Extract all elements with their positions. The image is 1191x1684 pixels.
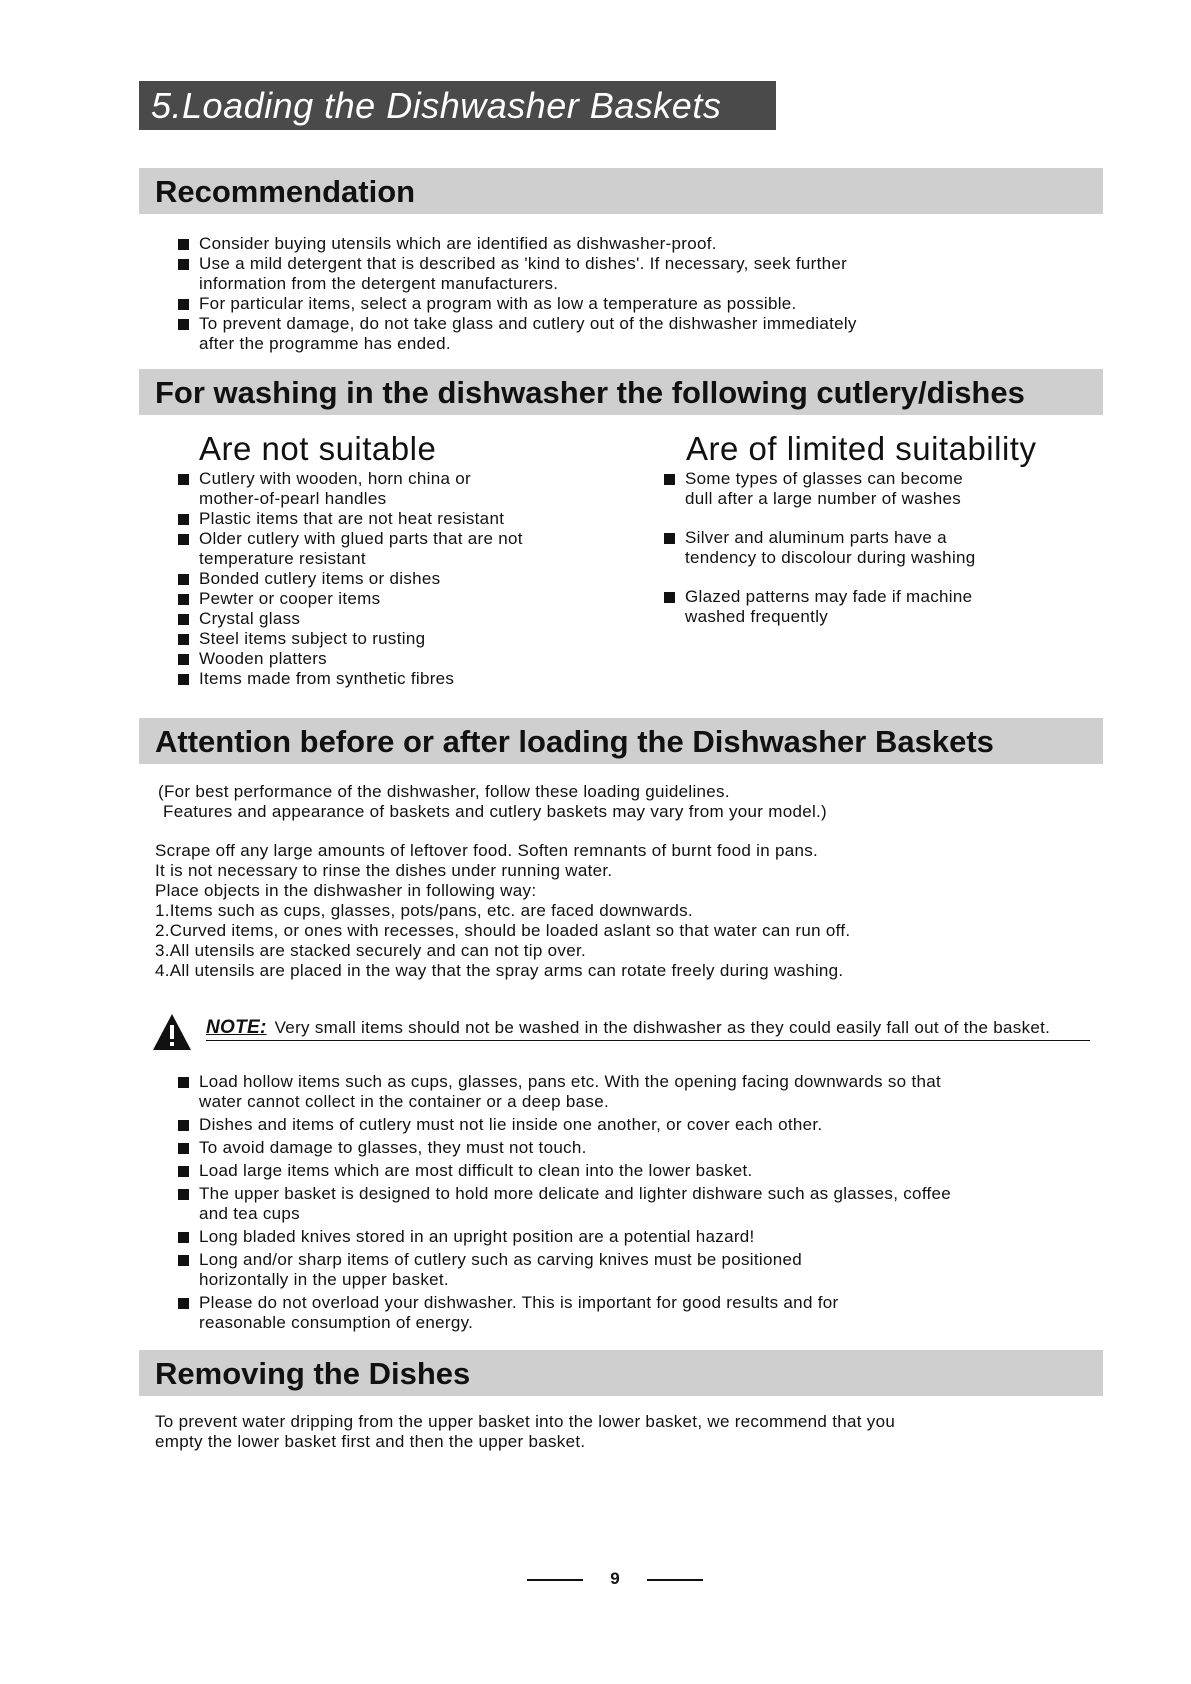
loading-tips-list: [178, 1072, 1098, 1333]
text-line: 2.Curved items, or ones with recesses, should be loaded aslant so that water can run off.: [155, 921, 851, 940]
text-line: 4.All utensils are placed in the way that the spray arms can rotate freely during washing.: [155, 961, 844, 980]
list-item: [178, 1293, 1098, 1333]
list-item: [178, 649, 618, 669]
list-item: [178, 254, 1078, 294]
list-item: [178, 509, 618, 529]
removing-text: [155, 1412, 1075, 1452]
bullet-square-icon: [178, 1298, 189, 1309]
text-line: Features and appearance of baskets and cutlery baskets may vary from your model.): [158, 802, 828, 821]
list-item: [178, 569, 618, 589]
bullet-square-icon: [178, 259, 189, 270]
list-item-line: Load hollow items such as cups, glasses, pans etc. With the opening facing downwards so that: [199, 1072, 941, 1091]
bullet-square-icon: [178, 299, 189, 310]
attention-instructions: [155, 841, 1075, 981]
list-item: [178, 1072, 1098, 1112]
note-text: Very small items should not be washed in the dishwasher as they could easily fall out of the basket.: [274, 1018, 1051, 1037]
list-item-line: Plastic items that are not heat resistant: [199, 509, 505, 528]
page-number: [527, 1568, 703, 1590]
list-item: [178, 469, 618, 509]
list-item: [178, 294, 1078, 314]
page-title: 5.Loading the Dishwasher Baskets: [139, 81, 776, 130]
bullet-square-icon: [178, 1120, 189, 1131]
section-heading-removing: Removing the Dishes: [139, 1350, 1103, 1396]
note-label: NOTE:: [206, 1017, 267, 1038]
list-item: [178, 1115, 1098, 1135]
list-item-line: Wooden platters: [199, 649, 327, 668]
not-suitable-list: [178, 469, 618, 689]
list-item-line: Long bladed knives stored in an upright position are a potential hazard!: [199, 1227, 755, 1246]
list-item: [178, 629, 618, 649]
bullet-square-icon: [178, 1077, 189, 1088]
warning-icon: [152, 1012, 192, 1052]
text-line: 1.Items such as cups, glasses, pots/pans, etc. are faced downwards.: [155, 901, 693, 920]
bullet-square-icon: [178, 1232, 189, 1243]
list-item: [178, 1138, 1098, 1158]
list-item-line: Bonded cutlery items or dishes: [199, 569, 441, 588]
list-item-line: Please do not overload your dishwasher. This is important for good results and for: [199, 1293, 839, 1312]
bullet-square-icon: [178, 594, 189, 605]
list-item-line: Steel items subject to rusting: [199, 629, 426, 648]
list-item-line: Some types of glasses can become: [685, 469, 963, 488]
text-line: Place objects in the dishwasher in following way:: [155, 881, 537, 900]
list-item: [664, 469, 1084, 509]
bullet-square-icon: [178, 614, 189, 625]
list-item-line: tendency to discolour during washing: [685, 548, 976, 567]
bullet-square-icon: [178, 654, 189, 665]
list-item-line: The upper basket is designed to hold more delicate and lighter dishware such as glasses, coffee: [199, 1184, 952, 1203]
list-item-line: Older cutlery with glued parts that are not: [199, 529, 523, 548]
bullet-square-icon: [178, 514, 189, 525]
list-item: [178, 589, 618, 609]
bullet-square-icon: [178, 534, 189, 545]
list-item: [178, 234, 1078, 254]
page-number-rule-left: [527, 1579, 583, 1581]
list-item-line: horizontally in the upper basket.: [199, 1270, 449, 1289]
note-text-line: [206, 1018, 1090, 1041]
bullet-square-icon: [178, 239, 189, 250]
list-item-line: mother-of-pearl handles: [199, 489, 387, 508]
recommendation-list: [178, 234, 1078, 354]
bullet-square-icon: [664, 592, 675, 603]
section-heading-attention: Attention before or after loading the Dishwasher Baskets: [139, 718, 1103, 764]
list-item-line: water cannot collect in the container or a deep base.: [199, 1092, 609, 1111]
section-heading-suitability: For washing in the dishwasher the following cutlery/dishes: [139, 369, 1103, 415]
bullet-square-icon: [178, 1189, 189, 1200]
list-item-line: temperature resistant: [199, 549, 366, 568]
list-item: [178, 1227, 1098, 1247]
list-item-line: Long and/or sharp items of cutlery such as carving knives must be positioned: [199, 1250, 802, 1269]
bullet-square-icon: [178, 674, 189, 685]
list-item: [178, 1250, 1098, 1290]
list-item-line: Dishes and items of cutlery must not lie inside one another, or cover each other.: [199, 1115, 823, 1134]
list-item-line: Pewter or cooper items: [199, 589, 381, 608]
list-item: [178, 314, 1078, 354]
list-item-line: washed frequently: [685, 607, 829, 626]
list-item-line: reasonable consumption of energy.: [199, 1313, 474, 1332]
list-item-line: and tea cups: [199, 1204, 300, 1223]
text-line: (For best performance of the dishwasher, follow these loading guidelines.: [158, 782, 730, 801]
bullet-square-icon: [178, 319, 189, 330]
list-item: [178, 1184, 1098, 1224]
text-line: 3.All utensils are stacked securely and can not tip over.: [155, 941, 586, 960]
bullet-square-icon: [178, 1255, 189, 1266]
text-line: To prevent water dripping from the upper basket into the lower basket, we recommend that you: [155, 1412, 896, 1431]
text-line: empty the lower basket first and then the upper basket.: [155, 1432, 586, 1451]
list-item-line: information from the detergent manufacturers.: [199, 274, 559, 293]
list-item-line: dull after a large number of washes: [685, 489, 962, 508]
list-item-line: For particular items, select a program with as low a temperature as possible.: [199, 294, 797, 313]
bullet-square-icon: [178, 634, 189, 645]
not-suitable-title: Are not suitable: [199, 430, 437, 467]
list-item-line: Glazed patterns may fade if machine: [685, 587, 973, 606]
note-row: [152, 1012, 1092, 1052]
list-item-line: Consider buying utensils which are identified as dishwasher-proof.: [199, 234, 717, 253]
list-item-line: Load large items which are most difficult to clean into the lower basket.: [199, 1161, 753, 1180]
section-heading-recommendation: Recommendation: [139, 168, 1103, 214]
list-item-line: Silver and aluminum parts have a: [685, 528, 947, 547]
list-item-line: To prevent damage, do not take glass and cutlery out of the dishwasher immediately: [199, 314, 857, 333]
list-item: [178, 609, 618, 629]
list-item: [178, 1161, 1098, 1181]
list-item: [178, 529, 618, 569]
bullet-square-icon: [664, 474, 675, 485]
list-item: [664, 528, 1084, 568]
limited-suitability-list: [664, 469, 1084, 627]
list-item-line: Crystal glass: [199, 609, 301, 628]
limited-suitability-title: Are of limited suitability: [686, 430, 1037, 467]
bullet-square-icon: [664, 533, 675, 544]
bullet-square-icon: [178, 474, 189, 485]
list-item-line: Use a mild detergent that is described as 'kind to dishes'. If necessary, seek further: [199, 254, 848, 273]
list-item-line: after the programme has ended.: [199, 334, 451, 353]
text-line: Scrape off any large amounts of leftover food. Soften remnants of burnt food in pans.: [155, 841, 819, 860]
list-item-line: To avoid damage to glasses, they must not touch.: [199, 1138, 587, 1157]
list-item: [664, 587, 1084, 627]
bullet-square-icon: [178, 1166, 189, 1177]
page-number-rule-right: [647, 1579, 703, 1581]
text-line: It is not necessary to rinse the dishes under running water.: [155, 861, 613, 880]
bullet-square-icon: [178, 1143, 189, 1154]
list-item-line: Items made from synthetic fibres: [199, 669, 455, 688]
page-number-value: 9: [610, 1569, 620, 1588]
list-item: [178, 669, 618, 689]
attention-intro: [158, 782, 1078, 822]
bullet-square-icon: [178, 574, 189, 585]
list-item-line: Cutlery with wooden, horn china or: [199, 469, 471, 488]
